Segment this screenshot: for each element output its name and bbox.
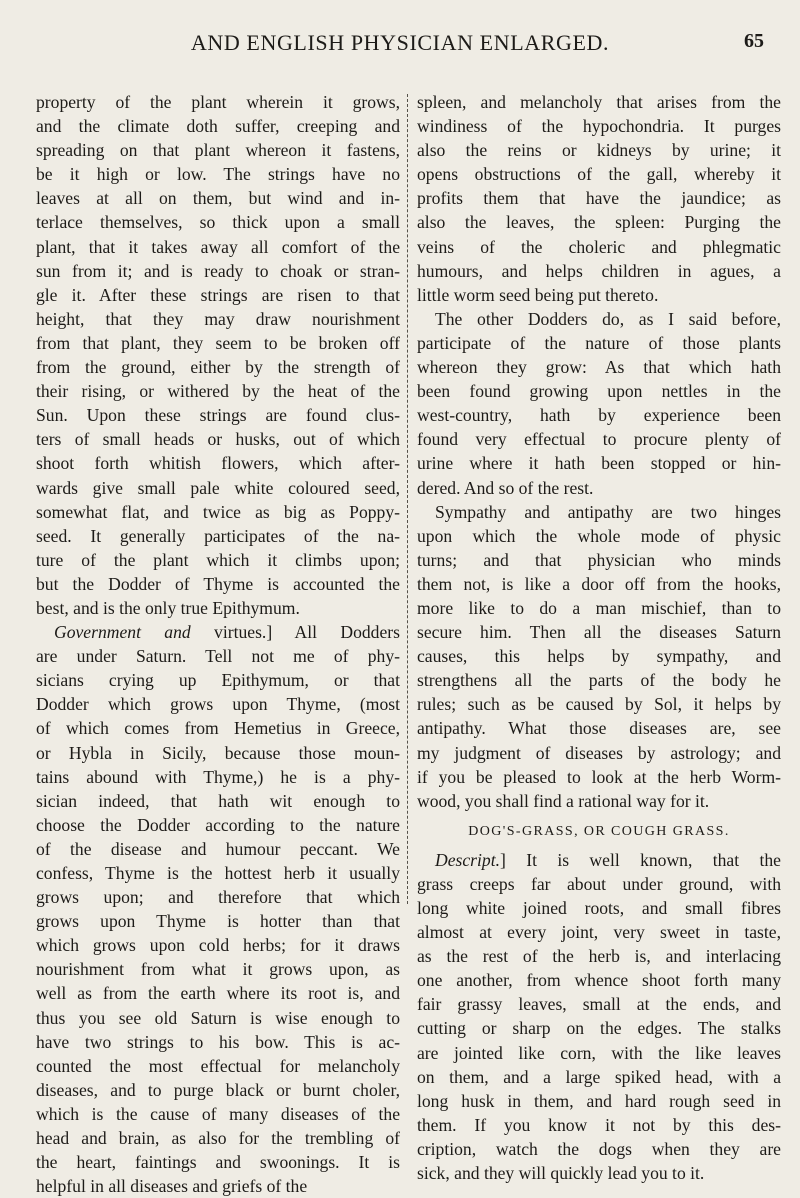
text-line: from that plant, they seem to be broken off [36, 332, 400, 353]
text-line: choose the Dodder according to the nature [36, 814, 400, 835]
text-line: sician indeed, that hath wit enough to [36, 790, 400, 811]
section-lead-rest: ] It is well known, that the [500, 849, 781, 870]
text-line: gle it. After these strings are risen to that [36, 284, 400, 305]
text-line: Sympathy and antipathy are two hinges [435, 501, 781, 522]
text-line: on them, and a large spiked head, with a [417, 1066, 781, 1087]
text-line: wood, you shall find a rational way for it. [417, 790, 710, 811]
text-line: of the disease and humour peccant. We [36, 838, 400, 859]
text-line: long husk in them, and hard rough seed in [417, 1090, 781, 1111]
text-line: plant, that it takes away all comfort of the [36, 236, 400, 257]
text-line: are under Saturn. Tell not me of phy- [36, 646, 400, 667]
text-line: been found growing upon nettles in the [417, 381, 781, 402]
text-line: be it high or low. The strings have no [36, 164, 400, 185]
text-line: or Hybla in Sicily, because those moun- [36, 742, 400, 763]
text-line: humours, and helps children in agues, a [417, 260, 781, 281]
text-line: spleen, and melancholy that arises from the [417, 92, 781, 112]
text-line: head and brain, as also for the trembling of [36, 1128, 400, 1149]
text-line: almost at every joint, very sweet in taste, [417, 922, 781, 943]
text-line: sun from it; and is ready to choak or stran- [36, 260, 400, 281]
running-head: AND ENGLISH PHYSICIAN ENLARGED. [190, 30, 610, 55]
text-line: have two strings to his bow. This is ac- [36, 1031, 400, 1052]
text-line: causes, this helps by sympathy, and [417, 646, 781, 667]
text-line: also the leaves, the spleen: Purging the [417, 212, 781, 233]
text-line: The other Dodders do, as I said before, [435, 308, 781, 329]
text-columns [36, 90, 782, 1197]
text-line: height, that they may draw nourishment [36, 308, 400, 329]
text-line: cutting or sharp on the edges. The stalks [417, 1018, 781, 1039]
text-line: Dodder which grows upon Thyme, (most [36, 694, 400, 715]
text-line: them. If you know it not by this des- [417, 1114, 781, 1135]
text-line: confess, Thyme is the hottest herb it usually [36, 863, 400, 883]
text-line: grass creeps far about under ground, with [417, 873, 781, 894]
text-line: ters of small heads or husks, out of which [36, 429, 400, 450]
text-line: grows upon; and therefore that which [36, 887, 400, 908]
text-line: cription, watch the dogs when they are [417, 1138, 781, 1159]
text-line: my judgment of diseases by astrology; and [417, 742, 781, 763]
right-column [417, 90, 781, 1185]
text-line: one another, from whence shoot forth many [417, 970, 781, 991]
text-line: opens obstructions of the gall, whereby it [417, 164, 781, 185]
text-line: from the ground, either by the strength of [36, 357, 400, 378]
text-line: dered. And so of the rest. [417, 477, 594, 498]
text-line: upon which the whole mode of physic [417, 525, 781, 546]
text-line: found very effectual to procure plenty of [417, 429, 781, 450]
text-line: nourishment from what it grows upon, as [36, 959, 400, 980]
text-line: participate of the nature of those plants [417, 332, 781, 353]
section-lead: Descript. [435, 849, 500, 870]
text-line: fair grassy leaves, small at the ends, and [417, 994, 781, 1015]
text-line: seed. It generally participates of the na- [36, 525, 400, 546]
section-lead: Government and [54, 622, 191, 643]
text-line: property of the plant wherein it grows, [36, 92, 400, 112]
text-line: helpful in all diseases and griefs of the [36, 1176, 308, 1197]
text-line: long white joined roots, and small fibres [417, 898, 781, 918]
text-line: veins of the choleric and phlegmatic [417, 236, 781, 257]
text-line: little worm seed being put thereto. [417, 284, 659, 305]
text-line: diseases, and to purge black or burnt choler, [36, 1079, 400, 1100]
text-line: spreading on that plant whereon it fastens, [36, 140, 400, 161]
text-line: and the climate doth suffer, creeping and [36, 116, 400, 137]
text-line: turns; and that physician who minds [417, 549, 781, 570]
text-line: shoot forth whitish flowers, which after- [36, 453, 400, 474]
text-line: which is the cause of many diseases of the [36, 1103, 400, 1124]
text-line [36, 620, 400, 644]
text-line: them not, is like a door off from the hooks, [417, 573, 781, 594]
text-line: the heart, faintings and swoonings. It is [36, 1152, 400, 1173]
text-line: their rising, or withered by the heat of the [36, 381, 400, 402]
text-line: sicians crying up Epithymum, or that [36, 670, 400, 691]
text-line: more like to do a man mischief, than to [417, 597, 781, 618]
text-line: strengthens all the parts of the body he [417, 670, 781, 691]
text-line [417, 848, 781, 872]
page-header [36, 30, 764, 60]
text-line: sick, and they will quickly lead you to it. [417, 1163, 705, 1184]
text-line: terlace themselves, so thick upon a small [36, 212, 400, 233]
text-line: leaves at all on them, but wind and in- [36, 188, 400, 209]
text-line: whereon they grow: As that which hath [417, 357, 781, 378]
text-line: rules; such as be caused by Sol, it helps by [417, 694, 781, 715]
page-number: 65 [744, 30, 764, 52]
text-line: counted the most effectual for melancholy [36, 1055, 400, 1076]
text-line: antipathy. What those diseases are, see [417, 718, 781, 739]
text-line: secure him. Then all the diseases Saturn [417, 622, 781, 643]
column-divider [407, 94, 408, 904]
text-line: windiness of the hypochondria. It purges [417, 116, 781, 137]
text-line: well as from the earth where its root is, and [36, 983, 400, 1004]
text-line: but the Dodder of Thyme is accounted the [36, 573, 400, 594]
text-line: somewhat flat, and twice as big as Poppy- [36, 501, 400, 522]
text-line: which grows upon cold herbs; for it draws [36, 935, 400, 956]
text-line: of which comes from Hemetius in Greece, [36, 718, 400, 739]
text-line: grows upon Thyme is hotter than that [36, 911, 400, 932]
text-line: tains abound with Thyme,) he is a phy- [36, 766, 400, 787]
text-line: are jointed like corn, with the like leaves [417, 1042, 781, 1063]
left-column [36, 90, 400, 1198]
text-line: urine where it hath been stopped or hin- [417, 453, 781, 474]
text-line: west-country, hath by experience been [417, 405, 781, 426]
section-heading: DOG'S-GRASS, OR COUGH GRASS. [468, 823, 730, 839]
text-line: Sun. Upon these strings are found clus- [36, 405, 400, 426]
text-line: also the reins or kidneys by urine; it [417, 140, 781, 161]
text-line: as the rest of the herb is, and interlacing [417, 946, 781, 967]
text-line: thus you see old Saturn is wise enough to [36, 1007, 400, 1028]
text-line: profits them that have the jaundice; as [417, 188, 781, 209]
text-line: ture of the plant which it climbs upon; [36, 549, 400, 570]
text-line: if you be pleased to look at the herb Worm- [417, 766, 781, 787]
text-line: wards give small pale white coloured seed, [36, 477, 400, 498]
text-line: best, and is the only true Epithymum. [36, 597, 300, 618]
section-lead-rest: virtues.] All Dodders [190, 622, 400, 643]
